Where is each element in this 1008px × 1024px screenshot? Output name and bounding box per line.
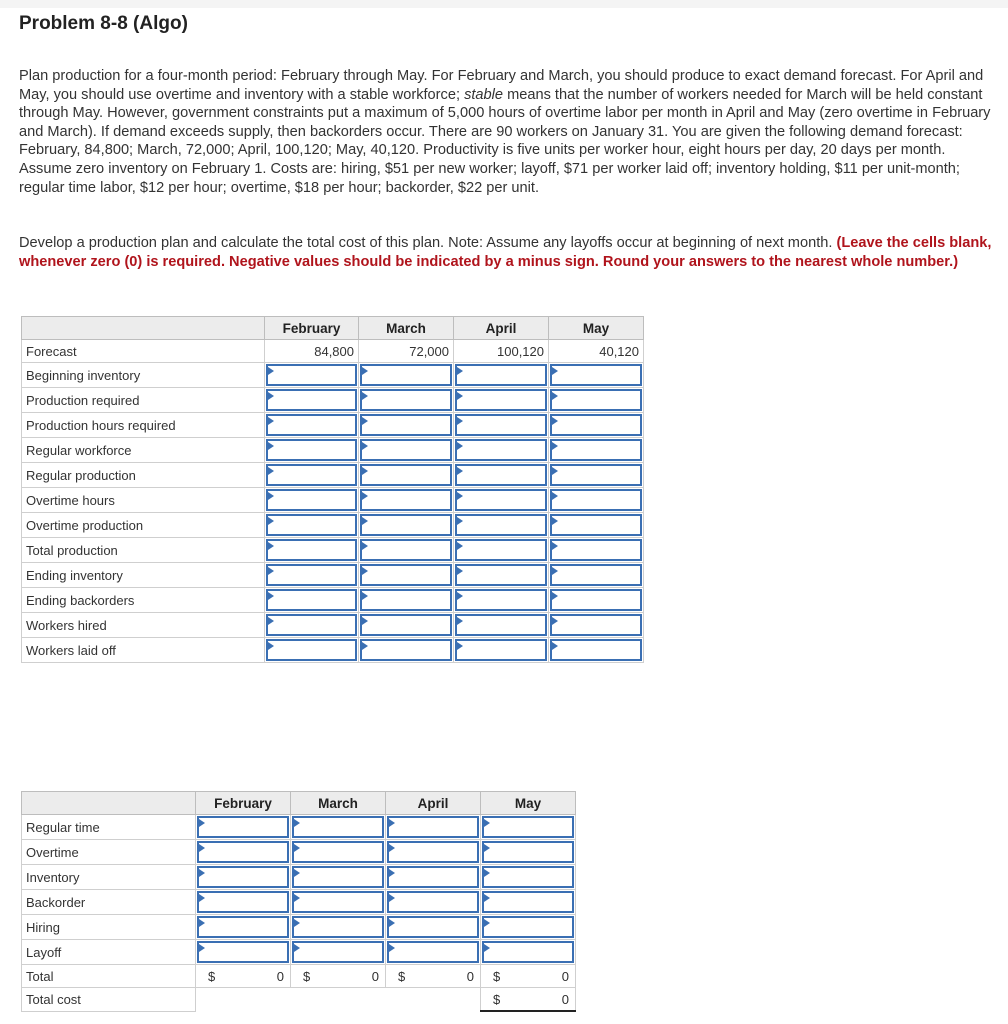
input-cell — [359, 613, 454, 638]
input-cell — [386, 865, 481, 890]
input-cell — [481, 915, 576, 940]
table-row — [22, 915, 576, 940]
currency-symbol: $ — [398, 969, 406, 984]
row-label-layoff: Layoff — [22, 940, 196, 965]
table-row — [22, 363, 644, 388]
cost-inventory-may-input[interactable] — [482, 866, 574, 888]
input-cell — [359, 438, 454, 463]
input-cell — [454, 513, 549, 538]
plan-workers-hired-march-input[interactable] — [360, 614, 452, 636]
total-value: 0 — [561, 969, 569, 984]
table-row — [22, 463, 644, 488]
plan-regular-workforce-april-input[interactable] — [455, 439, 547, 461]
plan-header-march: March — [359, 317, 454, 340]
plan-beginning-inventory-february-input[interactable] — [266, 364, 357, 386]
input-cell — [454, 613, 549, 638]
plan-overtime-production-may-input[interactable] — [550, 514, 642, 536]
currency-symbol: $ — [493, 992, 501, 1007]
plan-overtime-production-april-input[interactable] — [455, 514, 547, 536]
input-cell — [196, 915, 291, 940]
table-row — [22, 638, 644, 663]
plan-regular-workforce-may-input[interactable] — [550, 439, 642, 461]
input-cell — [359, 513, 454, 538]
row-label-forecast: Forecast — [22, 340, 265, 363]
cost-inventory-february-input[interactable] — [197, 866, 289, 888]
plan-overtime-hours-april-input[interactable] — [455, 489, 547, 511]
table-row — [22, 865, 576, 890]
cost-overtime-may-input[interactable] — [482, 841, 574, 863]
empty-cell — [196, 988, 291, 1012]
plan-production-required-may-input[interactable] — [550, 389, 642, 411]
input-cell — [549, 638, 644, 663]
cost-backorder-april-input[interactable] — [387, 891, 479, 913]
plan-overtime-hours-march-input[interactable] — [360, 489, 452, 511]
input-cell — [359, 563, 454, 588]
input-cell — [291, 865, 386, 890]
row-label-hiring: Hiring — [22, 915, 196, 940]
cost-backorder-may-input[interactable] — [482, 891, 574, 913]
row-label-regular-workforce: Regular workforce — [22, 438, 265, 463]
table-row — [22, 513, 644, 538]
input-cell — [454, 463, 549, 488]
plan-overtime-production-march-input[interactable] — [360, 514, 452, 536]
production-plan-table — [21, 316, 644, 663]
input-cell — [265, 463, 359, 488]
input-cell — [454, 438, 549, 463]
plan-regular-workforce-march-input[interactable] — [360, 439, 452, 461]
plan-total-production-april-input[interactable] — [455, 539, 547, 561]
input-cell — [549, 538, 644, 563]
stable-word: stable — [464, 86, 504, 103]
cost-header-may: May — [481, 792, 576, 815]
plan-production-hours-required-april-input[interactable] — [455, 414, 547, 436]
input-cell — [265, 588, 359, 613]
plan-ending-inventory-april-input[interactable] — [455, 564, 547, 586]
input-cell — [386, 890, 481, 915]
input-cell — [265, 413, 359, 438]
plan-overtime-hours-february-input[interactable] — [266, 489, 357, 511]
input-cell — [481, 890, 576, 915]
plan-ending-inventory-may-input[interactable] — [550, 564, 642, 586]
input-cell — [549, 513, 644, 538]
cost-hiring-april-input[interactable] — [387, 916, 479, 938]
empty-cell — [386, 988, 481, 1012]
cost-inventory-march-input[interactable] — [292, 866, 384, 888]
instructions-text: Develop a production plan and calculate the total cost of this plan. Note: Assume any layoffs occur at beginning of next month. — [19, 235, 837, 251]
plan-total-production-february-input[interactable] — [266, 539, 357, 561]
input-cell — [549, 363, 644, 388]
cost-hiring-may-input[interactable] — [482, 916, 574, 938]
table-row — [22, 840, 576, 865]
plan-workers-hired-april-input[interactable] — [455, 614, 547, 636]
input-cell — [291, 840, 386, 865]
plan-header-april: April — [454, 317, 549, 340]
row-label-overtime: Overtime — [22, 840, 196, 865]
cost-layoff-april-input[interactable] — [387, 941, 479, 963]
plan-total-production-march-input[interactable] — [360, 539, 452, 561]
cost-inventory-april-input[interactable] — [387, 866, 479, 888]
input-cell — [196, 865, 291, 890]
input-cell — [291, 915, 386, 940]
total-march — [291, 965, 386, 988]
top-strip — [0, 0, 1008, 8]
input-cell — [549, 463, 644, 488]
plan-regular-production-may-input[interactable] — [550, 464, 642, 486]
input-cell — [454, 488, 549, 513]
problem-title: Problem 8-8 (Algo) — [19, 13, 188, 34]
input-cell — [454, 563, 549, 588]
cost-hiring-march-input[interactable] — [292, 916, 384, 938]
plan-ending-inventory-february-input[interactable] — [266, 564, 357, 586]
plan-total-production-may-input[interactable] — [550, 539, 642, 561]
input-cell — [291, 815, 386, 840]
cost-header-corner — [22, 792, 196, 815]
input-cell — [481, 815, 576, 840]
table-row — [22, 538, 644, 563]
input-cell — [359, 588, 454, 613]
instructions-emphasis: (Leave the cells blank, whenever zero (0) is required. Negative values should be indicated by a minus sign. Round your answers to the nearest whole number.) — [19, 235, 992, 270]
description-part2: means that the number of workers needed for March will be held constant through May. However, government constraints put a maximum of 5,000 hours of overtime labor per month in April and May (zero overtime in February and March). If demand exceeds supply, then backorders occur. There are 90 workers on January 31. You are given the following demand forecast: February, 84,800; March, 72,000; April, 100,120; May, 40,120. Productivity is five units per worker hour, eight hours per day, 20 days per month. Assume zero inventory on February 1. Costs are: hiring, $51 per new worker; layoff, $71 per worker laid off; inventory holding, $11 per unit-month; regular time labor, $12 per hour; overtime, $18 per hour; backorder, $22 per unit. — [19, 86, 991, 196]
cost-overtime-april-input[interactable] — [387, 841, 479, 863]
plan-workers-hired-february-input[interactable] — [266, 614, 357, 636]
row-label-production-hours-required: Production hours required — [22, 413, 265, 438]
row-label-regular-time: Regular time — [22, 815, 196, 840]
input-cell — [265, 538, 359, 563]
input-cell — [196, 940, 291, 965]
input-cell — [359, 363, 454, 388]
cost-layoff-march-input[interactable] — [292, 941, 384, 963]
input-cell — [481, 865, 576, 890]
input-cell — [359, 488, 454, 513]
input-cell — [359, 413, 454, 438]
input-cell — [454, 538, 549, 563]
input-cell — [454, 638, 549, 663]
plan-beginning-inventory-may-input[interactable] — [550, 364, 642, 386]
forecast-february: 84,800 — [265, 340, 359, 363]
total-cost-value: 0 — [561, 992, 569, 1007]
input-cell — [549, 563, 644, 588]
plan-ending-backorders-february-input[interactable] — [266, 589, 357, 611]
empty-cell — [291, 988, 386, 1012]
cost-regular-time-february-input[interactable] — [197, 816, 289, 838]
row-label-ending-backorders: Ending backorders — [22, 588, 265, 613]
plan-workers-laid-off-february-input[interactable] — [266, 639, 357, 661]
input-cell — [291, 890, 386, 915]
input-cell — [265, 513, 359, 538]
plan-overtime-production-february-input[interactable] — [266, 514, 357, 536]
plan-production-required-february-input[interactable] — [266, 389, 357, 411]
input-cell — [291, 940, 386, 965]
cost-overtime-march-input[interactable] — [292, 841, 384, 863]
plan-beginning-inventory-march-input[interactable] — [360, 364, 452, 386]
total-may — [481, 965, 576, 988]
plan-overtime-hours-may-input[interactable] — [550, 489, 642, 511]
table-row — [22, 613, 644, 638]
input-cell — [196, 840, 291, 865]
input-cell — [265, 613, 359, 638]
row-label-backorder: Backorder — [22, 890, 196, 915]
total-february — [196, 965, 291, 988]
input-cell — [265, 363, 359, 388]
input-cell — [454, 388, 549, 413]
input-cell — [549, 588, 644, 613]
currency-symbol: $ — [208, 969, 216, 984]
input-cell — [481, 840, 576, 865]
row-label-overtime-hours: Overtime hours — [22, 488, 265, 513]
plan-production-required-march-input[interactable] — [360, 389, 452, 411]
row-label-total-production: Total production — [22, 538, 265, 563]
input-cell — [386, 915, 481, 940]
plan-workers-hired-may-input[interactable] — [550, 614, 642, 636]
plan-workers-laid-off-may-input[interactable] — [550, 639, 642, 661]
input-cell — [549, 413, 644, 438]
input-cell — [196, 815, 291, 840]
cost-table — [21, 791, 576, 1012]
table-row — [22, 940, 576, 965]
input-cell — [454, 363, 549, 388]
cost-backorder-february-input[interactable] — [197, 891, 289, 913]
description-part1: Plan production for a four-month period: February through May. For February and March, you should produce to exact demand forecast. For April and May, you should use overtime and inventory with a stable workforce; — [19, 68, 984, 103]
input-cell — [549, 438, 644, 463]
input-cell — [359, 463, 454, 488]
total-value: 0 — [371, 969, 379, 984]
plan-production-hours-required-february-input[interactable] — [266, 414, 357, 436]
plan-ending-backorders-may-input[interactable] — [550, 589, 642, 611]
input-cell — [549, 613, 644, 638]
plan-regular-workforce-february-input[interactable] — [266, 439, 357, 461]
input-cell — [386, 940, 481, 965]
cost-layoff-may-input[interactable] — [482, 941, 574, 963]
cost-header-march: March — [291, 792, 386, 815]
plan-ending-backorders-april-input[interactable] — [455, 589, 547, 611]
plan-production-hours-required-march-input[interactable] — [360, 414, 452, 436]
plan-production-required-april-input[interactable] — [455, 389, 547, 411]
input-cell — [359, 388, 454, 413]
plan-header-corner — [22, 317, 265, 340]
total-cost-value-cell — [481, 988, 576, 1012]
row-label-workers-hired: Workers hired — [22, 613, 265, 638]
row-label-inventory: Inventory — [22, 865, 196, 890]
table-row — [22, 488, 644, 513]
table-row — [22, 988, 576, 1012]
total-value: 0 — [466, 969, 474, 984]
row-label-production-required: Production required — [22, 388, 265, 413]
cost-regular-time-march-input[interactable] — [292, 816, 384, 838]
table-row — [22, 563, 644, 588]
cost-hiring-february-input[interactable] — [197, 916, 289, 938]
input-cell — [196, 890, 291, 915]
table-row — [22, 890, 576, 915]
input-cell — [265, 438, 359, 463]
forecast-april: 100,120 — [454, 340, 549, 363]
input-cell — [386, 840, 481, 865]
row-label-ending-inventory: Ending inventory — [22, 563, 265, 588]
total-april — [386, 965, 481, 988]
input-cell — [265, 388, 359, 413]
input-cell — [265, 638, 359, 663]
cost-backorder-march-input[interactable] — [292, 891, 384, 913]
table-row — [22, 815, 576, 840]
plan-ending-inventory-march-input[interactable] — [360, 564, 452, 586]
cost-header-february: February — [196, 792, 291, 815]
input-cell — [265, 563, 359, 588]
table-row — [22, 413, 644, 438]
table-row — [22, 388, 644, 413]
input-cell — [386, 815, 481, 840]
input-cell — [549, 388, 644, 413]
currency-symbol: $ — [303, 969, 311, 984]
forecast-may: 40,120 — [549, 340, 644, 363]
plan-header-february: February — [265, 317, 359, 340]
plan-beginning-inventory-april-input[interactable] — [455, 364, 547, 386]
input-cell — [454, 413, 549, 438]
row-label-beginning-inventory: Beginning inventory — [22, 363, 265, 388]
input-cell — [454, 588, 549, 613]
plan-workers-laid-off-march-input[interactable] — [360, 639, 452, 661]
table-row — [22, 340, 644, 363]
plan-header-may: May — [549, 317, 644, 340]
table-row — [22, 588, 644, 613]
plan-ending-backorders-march-input[interactable] — [360, 589, 452, 611]
plan-regular-production-april-input[interactable] — [455, 464, 547, 486]
row-label-overtime-production: Overtime production — [22, 513, 265, 538]
row-label-total: Total — [22, 965, 196, 988]
input-cell — [265, 488, 359, 513]
table-row — [22, 965, 576, 988]
cost-header-april: April — [386, 792, 481, 815]
input-cell — [481, 940, 576, 965]
table-row — [22, 438, 644, 463]
row-label-total-cost: Total cost — [22, 988, 196, 1012]
input-cell — [549, 488, 644, 513]
plan-regular-production-march-input[interactable] — [360, 464, 452, 486]
row-label-workers-laid-off: Workers laid off — [22, 638, 265, 663]
forecast-march: 72,000 — [359, 340, 454, 363]
input-cell — [359, 538, 454, 563]
plan-regular-production-february-input[interactable] — [266, 464, 357, 486]
row-label-regular-production: Regular production — [22, 463, 265, 488]
cost-layoff-february-input[interactable] — [197, 941, 289, 963]
currency-symbol: $ — [493, 969, 501, 984]
cost-regular-time-may-input[interactable] — [482, 816, 574, 838]
instructions — [19, 234, 997, 271]
problem-description — [19, 67, 997, 197]
input-cell — [359, 638, 454, 663]
plan-production-hours-required-may-input[interactable] — [550, 414, 642, 436]
plan-workers-laid-off-april-input[interactable] — [455, 639, 547, 661]
cost-regular-time-april-input[interactable] — [387, 816, 479, 838]
total-value: 0 — [276, 969, 284, 984]
cost-overtime-february-input[interactable] — [197, 841, 289, 863]
